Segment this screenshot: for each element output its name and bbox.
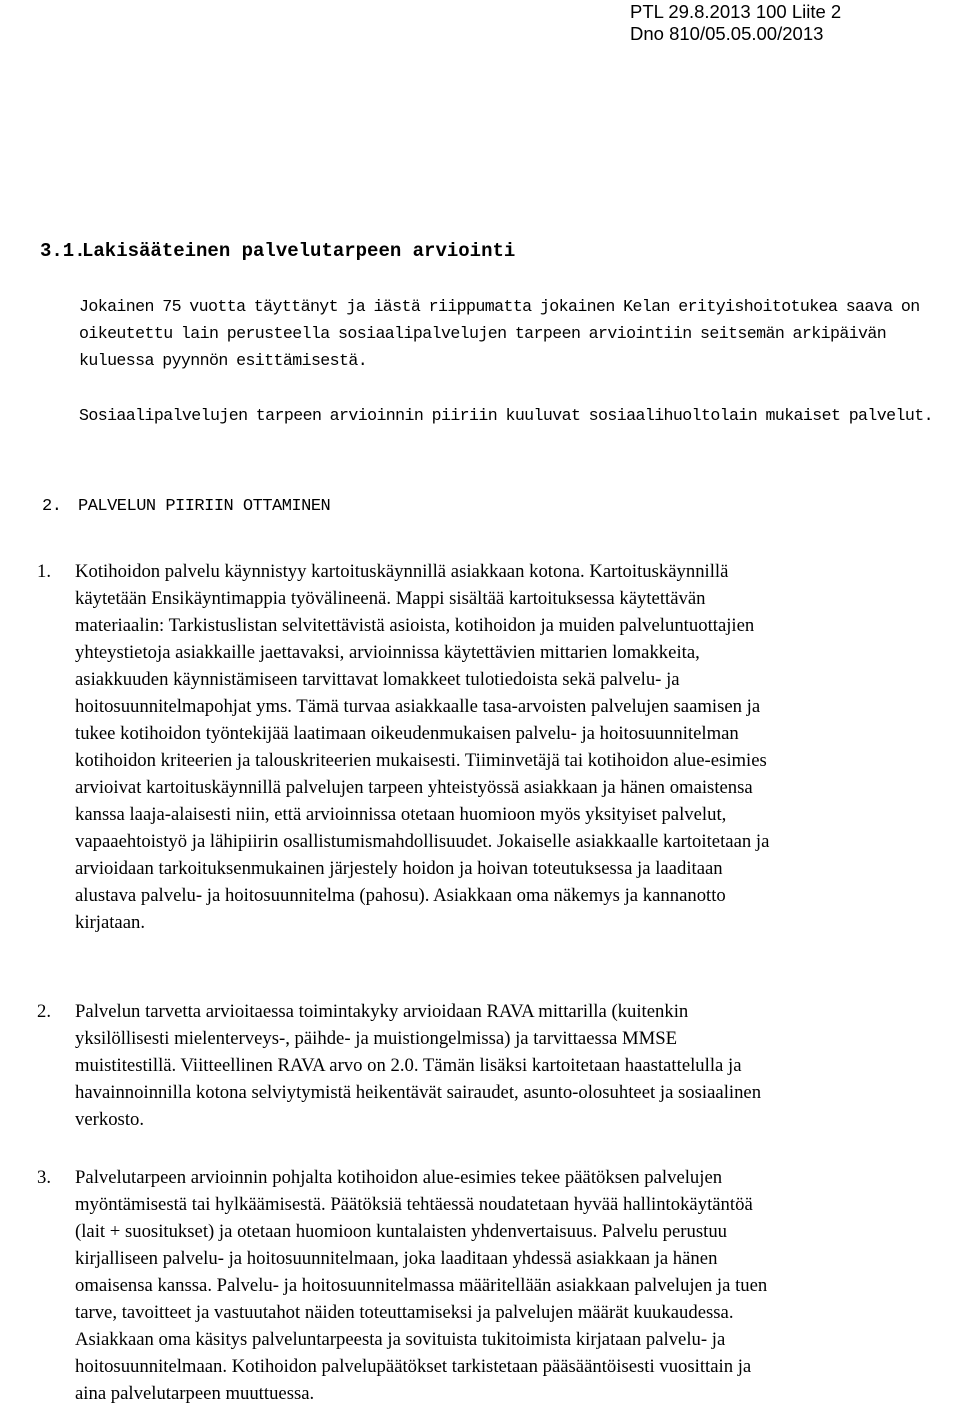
list-item-line: Asiakkaan oma käsitys palveluntarpeesta ja sovituista tukitoimista kirjataan palvelu- ja [75,1329,726,1350]
intro-paragraph [79,293,959,374]
list-item-text [75,558,957,936]
list-item-line: käytetään Ensikäyntimappia työvälineenä. Mappi sisältää kartoituksessa käytettävän [75,588,706,609]
list-item-line: muistitestillä. Viitteellinen RAVA arvo on 2.0. Tämän lisäksi kartoitetaan haastattelulla ja [75,1055,742,1076]
list-item-line: Palvelun tarvetta arvioitaessa toimintakyky arvioidaan RAVA mittarilla (kuitenkin [75,1001,689,1022]
list-item-line: kanssa laaja-alaisesti niin, että arvioinnissa otetaan huomioon myös yksityiset palvelut, [75,804,727,825]
list-item-line: Palvelutarpeen arvioinnin pohjalta kotihoidon alue-esimies tekee päätöksen palvelujen [75,1167,723,1188]
list-item-line: yhteystietoja asiakkaille jaettavaksi, arvioinnissa käytettävien mittarien lomakkeita, [75,642,700,663]
list-item-line: kotihoidon kriteerien ja talouskriteerien mukaisesti. Tiiminvetäjä tai kotihoidon alue-esimies [75,750,767,771]
list-item-line: yksilöllisesti mielenterveys-, päihde- ja muistiongelmissa) ja tarvittaessa MMSE [75,1028,678,1049]
list-item [37,1164,957,1407]
list-item-text [75,998,957,1133]
header-meeting-date: PTL 29.8.2013 [630,1,756,22]
list-item-line: asiakkuuden käynnistämiseen tarvittavat lomakkeet tulotiedoista sekä palvelu- ja [75,669,680,690]
scope-paragraph: Sosiaalipalvelujen tarpeen arvioinnin piiriin kuuluvat sosiaalihuoltolain mukaiset palvelut. [79,406,933,425]
header-attachment: 100 Liite 2 [755,1,842,22]
document-header [630,1,930,45]
list-item-line: myöntämisestä tai hylkäämisestä. Päätöksiä tehtäessä noudatetaan hyvää hallintokäytäntöä [75,1194,753,1215]
intro-line: Jokainen 75 vuotta täyttänyt ja iästä riippumatta jokainen Kelan erityishoitotukea saava on [79,297,920,316]
list-item-number: 2. [37,1001,52,1022]
intro-line: kuluessa pyynnön esittämisestä. [79,351,368,370]
list-item-line: tarve, tavoitteet ja vastuutahot näiden toteuttamiseksi ja palvelujen määrät kuukaudessa. [75,1302,734,1323]
header-line-1 [630,1,930,23]
subsection-title: PALVELUN PIIRIIN OTTAMINEN [78,497,331,516]
section-number: 3.1. [40,240,86,262]
intro-line: oikeutettu lain perusteella sosiaalipalvelujen tarpeen arviointiin seitsemän arkipäivän [79,324,887,343]
list-item-line: Kotihoidon palvelu käynnistyy kartoituskäynnillä asiakkaan kotona. Kartoituskäynnillä [75,561,729,582]
subsection-number: 2. [42,497,62,516]
list-item-line: tukee kotihoidon työntekijää laatimaan oikeudenmukaisen palvelu- ja hoitosuunnitelman [75,723,739,744]
list-item-line: kirjataan. [75,912,146,933]
list-item-line: (lait + suositukset) ja otetaan huomioon kuntalaisten yhdenvertaisuus. Palvelu perustuu [75,1221,728,1242]
list-item-number: 1. [37,561,52,582]
list-item-line: arvioidaan tarkoituksenmukainen järjestely hoidon ja hoivan toteutuksessa ja laaditaan [75,858,723,879]
list-item-line: materiaalin: Tarkistuslistan selvitettävistä asioista, kotihoidon ja muiden palveluntuottajien [75,615,755,636]
list-item [37,998,957,1133]
subsection-heading [42,493,330,520]
list-item-number: 3. [37,1167,52,1188]
list-item-line: havainnoinnilla kotona selviytymistä heikentävät sairaudet, asunto-olosuhteet ja sosiaalinen [75,1082,762,1103]
list-item-line: arvioivat kartoituskäynnillä palvelujen tarpeen yhteistyössä asiakkaan ja hänen omaistensa [75,777,753,798]
list-item-line: alustava palvelu- ja hoitosuunnitelma (pahosu). Asiakkaan oma näkemys ja kannanotto [75,885,726,906]
header-record-number: Dno 810/05.05.00/2013 [630,23,824,44]
list-item-line: verkosto. [75,1109,145,1130]
list-item [37,558,957,936]
list-item-line: hoitosuunnitelmapohjat yms. Tämä turvaa asiakkaalle tasa-arvoisten palvelujen saamisen ja [75,696,761,717]
list-item-line: kirjalliseen palvelu- ja hoitosuunnitelmaan, joka laaditaan yhdessä asiakkaan ja hänen [75,1248,718,1269]
list-item-line: vapaaehtoistyö ja lähipiirin osallistumismahdollisuudet. Jokaiselle asiakkaalle kartoitetaan ja [75,831,770,852]
list-item-text [75,1164,957,1407]
list-item-line: hoitosuunnitelmaan. Kotihoidon palvelupäätökset tarkistetaan pääsääntöisesti vuosittain ja [75,1356,752,1377]
list-item-line: omaisensa kanssa. Palvelu- ja hoitosuunnitelmassa määritellään asiakkaan palvelujen ja tuen [75,1275,768,1296]
section-title: Lakisääteinen palvelutarpeen arviointi [82,240,516,262]
section-heading [40,239,515,263]
list-item-line: aina palvelutarpeen muuttuessa. [75,1383,315,1404]
